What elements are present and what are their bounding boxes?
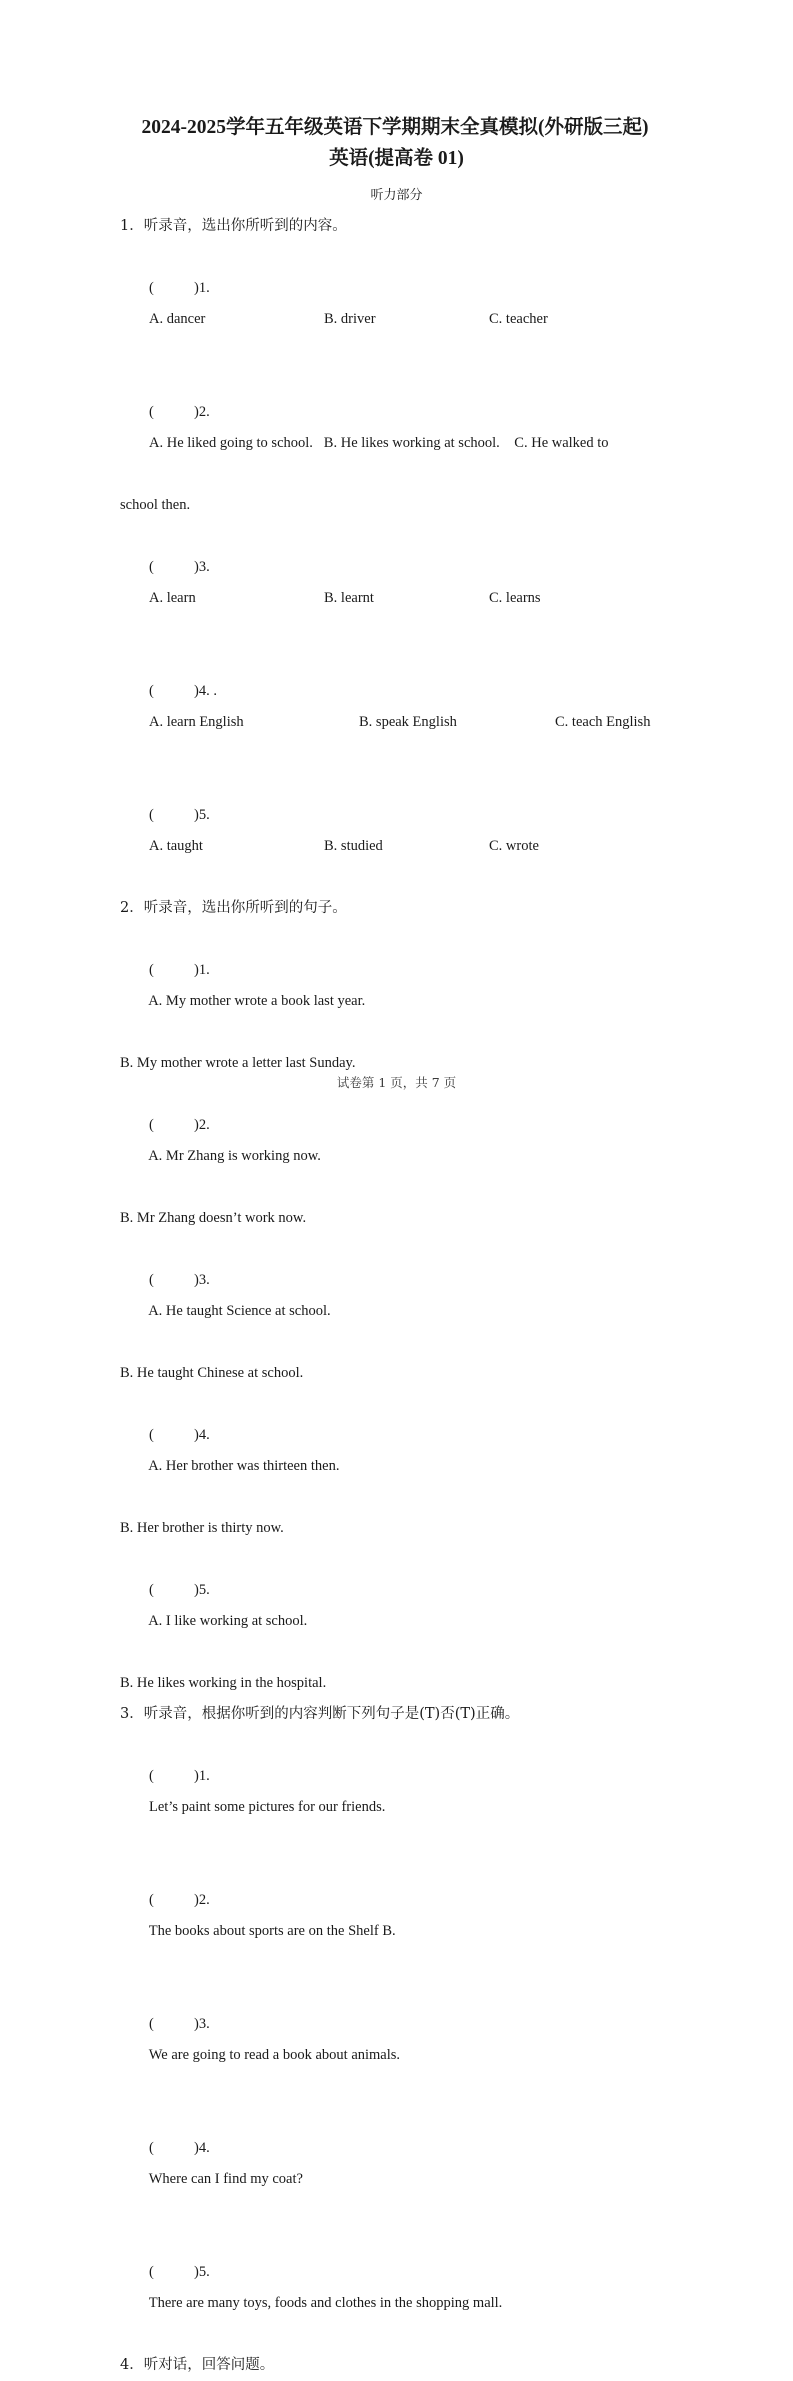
item-number: 5. [198,2264,210,2280]
answer-bracket[interactable]: ( [149,1272,154,1288]
answer-bracket[interactable]: ( [149,2264,154,2280]
section-2 [120,893,673,1699]
answer-bracket-close: ) [194,1427,199,1443]
section-4 [120,2350,673,2381]
item-number: 4. [198,1427,210,1443]
answer-bracket[interactable]: ( [149,962,154,978]
answer-bracket[interactable]: ( [149,1582,154,1598]
item-number: 1. [198,280,210,296]
question-1-2-continuation: school then. [120,497,191,513]
question-2-2-option-b[interactable]: B. Mr Zhang doesn’t work now. [120,1210,307,1226]
option-c[interactable]: C. teach English [555,714,651,730]
answer-bracket[interactable]: ( [149,1892,154,1908]
option-a[interactable]: A. He taught Science at school. [148,1303,331,1319]
page-footer: 试卷第 1 页，共 7 页 [336,1075,457,1090]
answer-bracket-close: ) [194,2264,199,2280]
item-number: 5. [198,807,210,823]
question-2-3-option-b[interactable]: B. He taught Chinese at school. [120,1365,304,1381]
answer-bracket[interactable]: ( [149,559,154,575]
item-number: 3. [198,2016,210,2032]
statement-text: We are going to read a book about animals. [148,2047,401,2063]
option-a[interactable]: A. My mother wrote a book last year. [148,993,366,1009]
answer-bracket[interactable]: ( [149,1427,154,1443]
answer-bracket-close: ) [194,404,199,420]
option-b[interactable]: B. studied [324,838,383,854]
question-2-1 [120,924,673,1048]
question-3-2 [120,1854,673,1978]
answer-bracket[interactable]: ( [149,404,154,420]
answer-bracket[interactable]: ( [149,683,154,699]
option-a[interactable]: A. Mr Zhang is working now. [148,1148,321,1164]
answer-bracket-close: ) [194,1272,199,1288]
item-number: 3. [198,1272,210,1288]
option-b[interactable]: B. He likes working at school. [323,435,500,451]
answer-bracket[interactable]: ( [149,2016,154,2032]
answer-bracket-close: ) [194,962,199,978]
question-3-5 [120,2226,673,2350]
answer-bracket[interactable]: ( [149,1768,154,1784]
answer-bracket-close: ) [194,2140,199,2156]
answer-bracket-close: ) [194,1582,199,1598]
section-2-heading: 2．听录音，选出你所听到的句子。 [120,900,347,916]
question-1-1 [120,242,673,366]
answer-bracket[interactable]: ( [149,280,154,296]
question-2-5 [120,1544,673,1668]
option-b[interactable]: B. learnt [324,590,374,606]
answer-bracket-close: ) [194,280,199,296]
answer-bracket-close: ) [194,807,199,823]
option-a[interactable]: A. taught [149,838,203,854]
question-1-5 [120,769,673,893]
part-label-listening: 听力部分 [370,188,423,203]
answer-bracket-close: ) [194,1892,199,1908]
question-2-4-option-b[interactable]: B. Her brother is thirty now. [120,1520,284,1536]
option-b[interactable]: B. driver [324,311,376,327]
option-c[interactable]: C. teacher [489,311,548,327]
item-number: 4. [198,2140,210,2156]
answer-bracket[interactable]: ( [149,1117,154,1133]
question-2-1-option-b[interactable]: B. My mother wrote a letter last Sunday. [120,1055,356,1071]
option-c[interactable]: C. He walked to [514,435,609,451]
page-title [120,112,673,174]
question-3-4 [120,2102,673,2226]
answer-bracket[interactable]: ( [149,2140,154,2156]
answer-bracket-close: ) [194,559,199,575]
answer-bracket-close: ) [194,683,199,699]
answer-bracket-close: ) [194,1117,199,1133]
item-number: 2. [198,1892,210,1908]
item-number: 4. . [198,683,217,699]
option-a[interactable]: A. Her brother was thirteen then. [148,1458,340,1474]
statement-text: Where can I find my coat? [148,2171,303,2187]
answer-bracket[interactable]: ( [149,807,154,823]
section-3-heading: 3．听录音，根据你听到的内容判断下列句子是(T)否(T)正确。 [120,1706,520,1722]
answer-bracket-close: ) [194,1768,199,1784]
option-a[interactable]: A. He liked going to school. [149,435,313,451]
title-line-2: 英语(提高卷 01) [329,148,464,169]
statement-text: There are many toys, foods and clothes in the shopping mall. [148,2295,503,2311]
option-c[interactable]: C. learns [489,590,541,606]
question-2-4 [120,1389,673,1513]
title-line-1: 2024-2025学年五年级英语下学期期末全真模拟(外研版三起) [141,117,649,138]
question-3-1 [120,1730,673,1854]
item-number: 1. [198,962,210,978]
section-1 [120,211,673,893]
section-1-heading: 1．听录音，选出你所听到的内容。 [120,218,347,234]
option-a[interactable]: A. I like working at school. [148,1613,308,1629]
item-number: 5. [198,1582,210,1598]
statement-text: The books about sports are on the Shelf B. [148,1923,396,1939]
statement-text: Let’s paint some pictures for our friends. [149,1799,386,1815]
option-b[interactable]: B. speak English [359,714,457,730]
question-2-5-option-b[interactable]: B. He likes working in the hospital. [120,1675,327,1691]
option-c[interactable]: C. wrote [489,838,539,854]
answer-bracket-close: ) [194,2016,199,2032]
question-2-3 [120,1234,673,1358]
item-number: 3. [198,559,210,575]
option-a[interactable]: A. learn [149,590,196,606]
question-1-3 [120,521,673,645]
question-1-4 [120,645,673,769]
item-number: 2. [198,1117,210,1133]
question-2-2 [120,1079,673,1203]
item-number: 1. [198,1768,210,1784]
question-3-3 [120,1978,673,2102]
section-3 [120,1699,673,2350]
document-body [120,112,673,2381]
section-4-heading: 4．听对话，回答问题。 [120,2357,275,2373]
question-1-2 [120,366,673,490]
option-a[interactable]: A. dancer [149,311,206,327]
item-number: 2. [198,404,210,420]
option-a[interactable]: A. learn English [149,714,244,730]
